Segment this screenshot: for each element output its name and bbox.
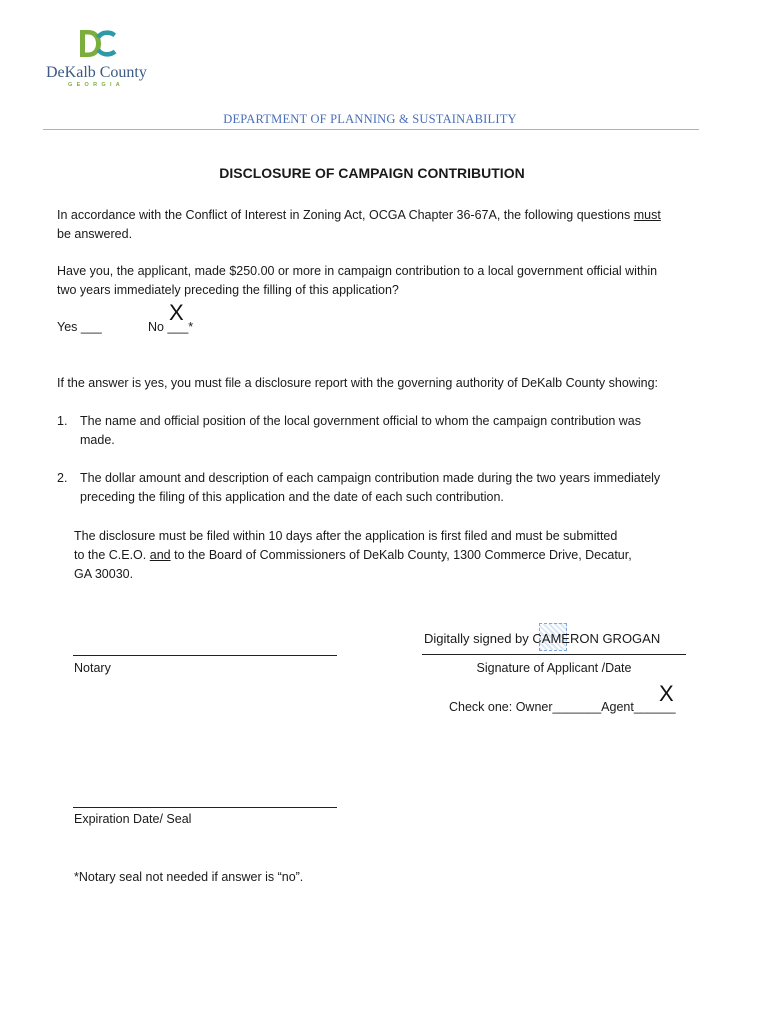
agent-checkmark: X xyxy=(659,681,674,706)
filing-and: and xyxy=(149,548,171,562)
no-option: No ___* xyxy=(148,320,194,334)
list-item-1-text: The name and official position of the local government official to whom the campaign contribution was xyxy=(80,414,641,428)
list-item-1-text-2: made. xyxy=(80,433,115,447)
notary-line xyxy=(73,655,337,656)
list-item-1 xyxy=(80,412,740,450)
list-item-1-number: 1. xyxy=(57,414,68,428)
logo-c-shape xyxy=(106,30,117,56)
question-text-2: two years immediately preceding the filling of this application? xyxy=(57,283,399,297)
list-item-2 xyxy=(80,469,740,507)
filing-board: to the Board of Commissioners of DeKalb County, 1300 Commerce Drive, Decatur, xyxy=(174,548,632,562)
expiration-label: Expiration Date/ Seal xyxy=(74,812,192,826)
signature-line xyxy=(422,654,686,655)
expiration-line xyxy=(73,807,337,808)
no-checkmark: X xyxy=(169,300,184,325)
list-item-2-text: The dollar amount and description of each campaign contribution made during the two years immediately xyxy=(80,471,661,485)
document-title: DISCLOSURE OF CAMPAIGN CONTRIBUTION xyxy=(219,165,525,181)
question-paragraph xyxy=(57,262,747,300)
header-divider xyxy=(43,129,699,130)
intro-paragraph xyxy=(57,206,737,244)
yes-option: Yes ___ xyxy=(57,320,102,334)
intro-text: In accordance with the Conflict of Interest in Zoning Act, OCGA Chapter 36-67A, the following questions xyxy=(57,208,631,222)
list-item-2-text-2: preceding the filing of this application and the date of each such contribution. xyxy=(80,490,504,504)
signature-label: Signature of Applicant /Date xyxy=(476,661,632,675)
intro-emphasis: must xyxy=(633,208,661,222)
filing-text: The disclosure must be filed within 10 days after the application is first filed and must be submitted xyxy=(74,529,618,543)
digital-signature-text: Digitally signed by CAMERON GROGAN xyxy=(424,631,661,646)
ifyes-text: If the answer is yes, you must file a disclosure report with the governing authority of DeKalb County showing: xyxy=(57,376,658,390)
notary-footnote: *Notary seal not needed if answer is “no”. xyxy=(74,870,304,884)
logo-state-name: GEORGIA xyxy=(68,82,125,88)
check-one-text: Check one: Owner_______Agent______ xyxy=(449,700,676,714)
logo-county-name: DeKalb County xyxy=(46,64,147,81)
filing-paragraph xyxy=(74,527,724,584)
filing-ceo: to the C.E.O. xyxy=(74,548,147,562)
intro-text-2: be answered. xyxy=(57,227,133,241)
list-item-2-number: 2. xyxy=(57,471,68,485)
filing-address: GA 30030. xyxy=(74,567,134,581)
question-text: Have you, the applicant, made $250.00 or more in campaign contribution to a local government official within xyxy=(57,264,658,278)
department-heading: DEPARTMENT OF PLANNING & SUSTAINABILITY xyxy=(223,112,517,126)
notary-label: Notary xyxy=(74,661,111,675)
